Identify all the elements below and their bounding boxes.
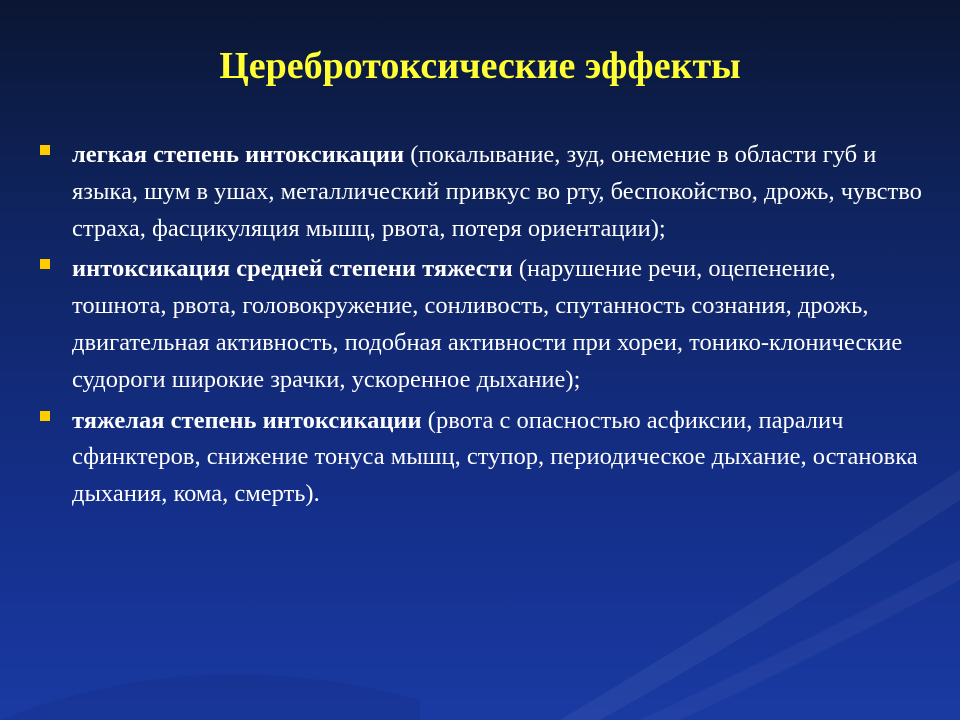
bullet-body-text: (рвота с опасностью асфиксии, паралич сфинктеров, снижение тонуса мышц, ступор, периодическое дыхание, остановка дыхания, кома, смерть). [72,406,918,508]
bullet-list [36,137,936,517]
bullet-item [36,251,936,398]
slide-title: Церебротоксические эффекты [219,45,741,87]
bullet-item [36,137,936,247]
square-bullet-icon [40,259,50,269]
bullet-body-text: (нарушение речи, оцепенение, тошнота, рвота, головокружение, сонливость, спутанность сознания, дрожь, двигательная активность, подобная активности при хореи, тонико-клонические судороги широкие зрачки, ускоренное дыхание); [72,255,903,393]
bullet-body-text: (покалывание, зуд, онемение в области губ и языка, шум в ушах, металлический привкус во рту, беспокойство, дрожь, чувство страха, фасцикуляция мышц, рвота, потеря ориентации); [72,141,922,242]
bullet-lead-text: тяжелая степень интоксикации [72,406,422,434]
square-bullet-icon [40,145,50,155]
bullet-lead-text: легкая степень интоксикации [72,141,405,168]
bullet-lead-text: интоксикация средней степени тяжести [72,255,513,283]
square-bullet-icon [40,411,50,421]
bullet-item [36,403,936,513]
